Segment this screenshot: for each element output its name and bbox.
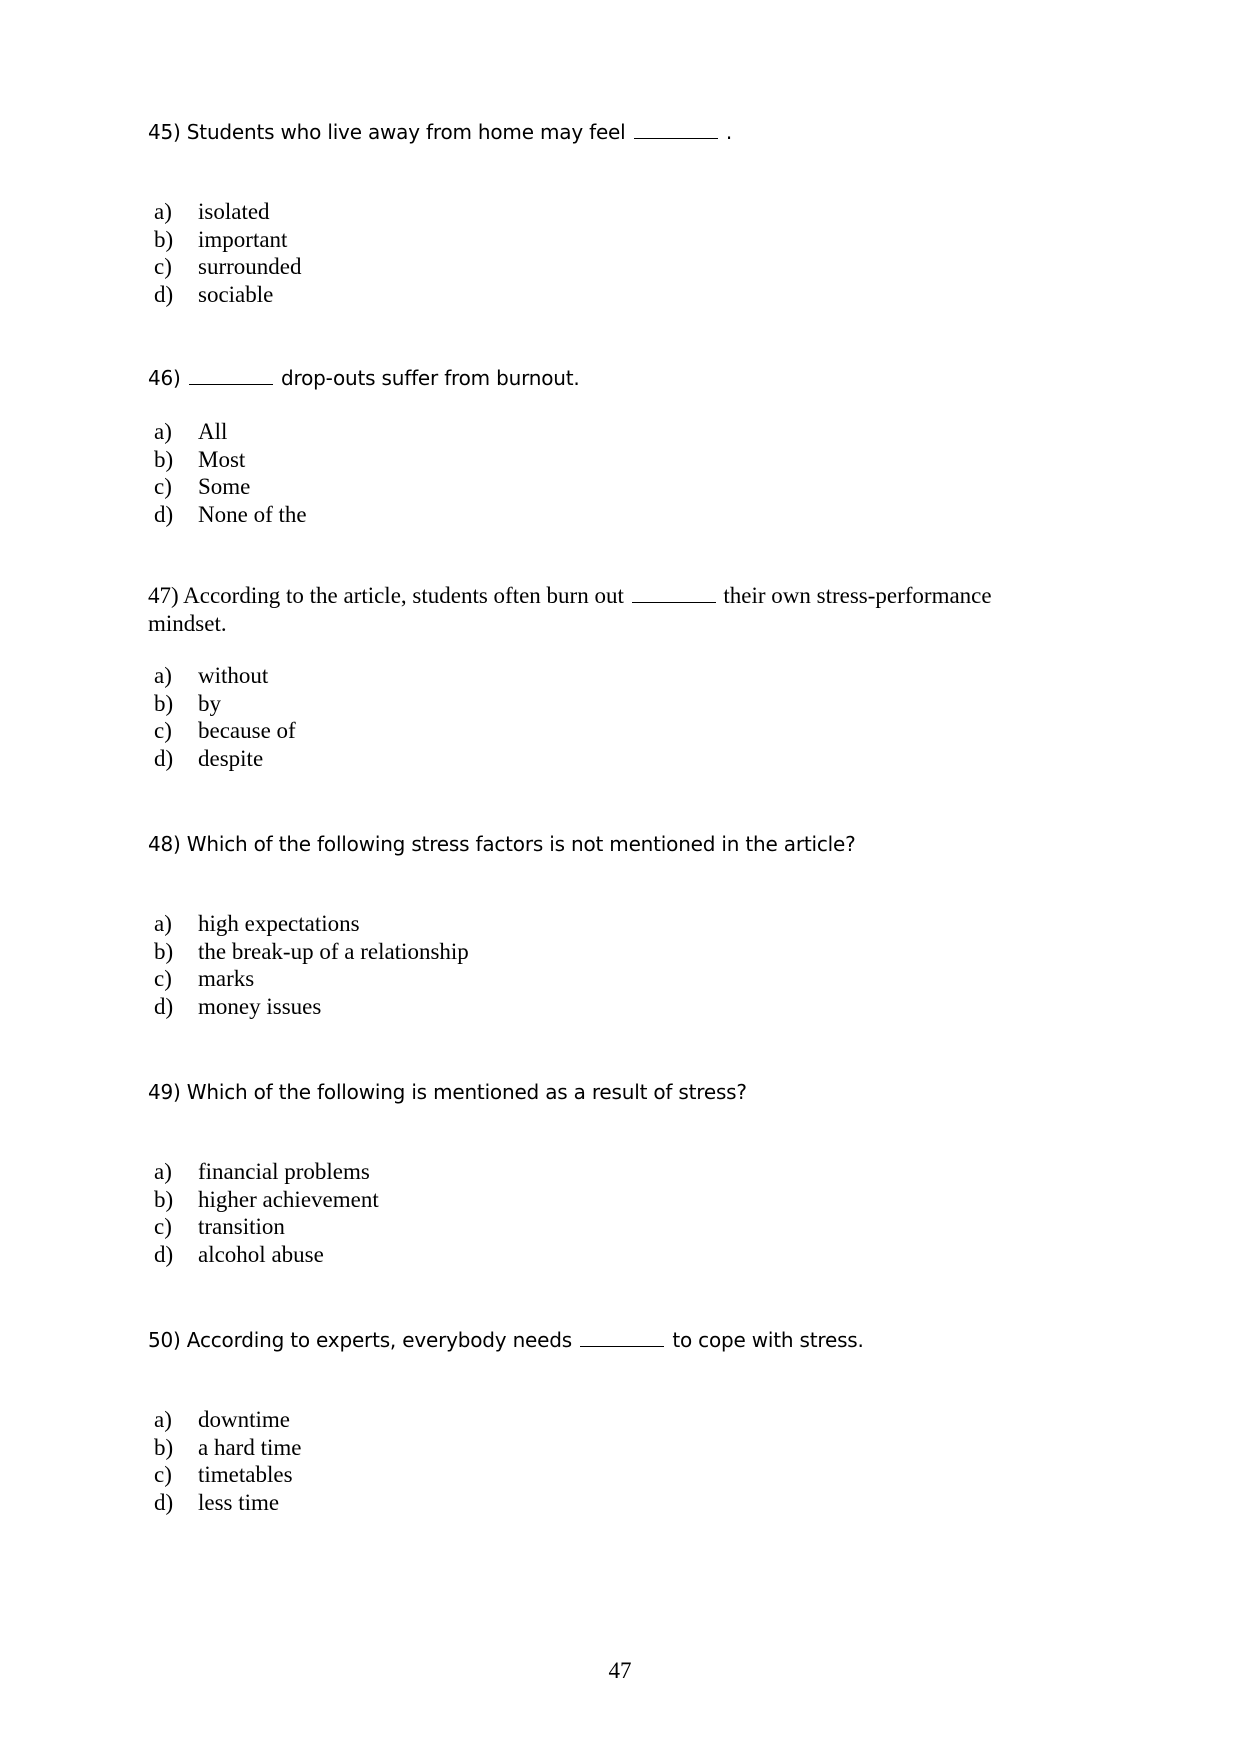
option-text: important xyxy=(198,226,288,252)
option-letter: b) xyxy=(154,1434,174,1460)
question-47 xyxy=(148,582,1028,772)
option-text: isolated xyxy=(198,199,270,224)
option-letter: d) xyxy=(154,501,174,527)
option-text: less time xyxy=(198,1489,280,1515)
option-letter: b) xyxy=(154,938,174,964)
option-letter: d) xyxy=(154,281,174,307)
option-item xyxy=(148,1241,1048,1269)
option-item xyxy=(148,253,1048,281)
option-text: marks xyxy=(198,966,255,992)
option-letter: c) xyxy=(154,718,172,744)
option-text: money issues xyxy=(198,993,322,1019)
option-text: higher achievement xyxy=(198,1186,379,1212)
stem-text: drop-outs suffer from burnout. xyxy=(281,366,580,390)
option-text: without xyxy=(198,663,269,688)
option-text: None of the xyxy=(198,501,307,527)
option-letter: a) xyxy=(154,1407,172,1432)
option-text: by xyxy=(198,690,221,716)
option-letter: a) xyxy=(154,911,172,936)
option-list xyxy=(148,910,1048,1020)
option-list xyxy=(148,1158,1048,1268)
option-list xyxy=(148,198,1048,308)
answer-blank xyxy=(189,366,273,385)
option-item xyxy=(148,910,1048,938)
option-item xyxy=(148,1186,1048,1214)
stem-text: their own stress-performance mindset. xyxy=(148,583,992,636)
question-46 xyxy=(148,364,1048,528)
option-text: sociable xyxy=(198,281,274,307)
option-text: because of xyxy=(198,718,296,744)
option-item xyxy=(148,226,1048,254)
question-stem: 49) Which of the following is mentioned as a result of stress? xyxy=(148,1080,747,1104)
question-stem xyxy=(148,364,1048,392)
option-letter: a) xyxy=(154,1159,172,1184)
option-list xyxy=(148,662,1028,772)
question-50 xyxy=(148,1326,1048,1516)
option-text: the break-up of a relationship xyxy=(198,938,469,964)
question-stem xyxy=(148,582,1028,638)
option-letter: b) xyxy=(154,446,174,472)
option-item xyxy=(148,993,1048,1021)
page-number: 47 xyxy=(608,1658,632,1683)
option-letter: d) xyxy=(154,1241,174,1267)
option-text: Some xyxy=(198,474,251,500)
question-48 xyxy=(148,830,1048,1020)
option-item xyxy=(148,662,1028,690)
option-text: financial problems xyxy=(198,1159,370,1184)
stem-text: to cope with stress. xyxy=(672,1328,864,1352)
option-item xyxy=(148,1158,1048,1186)
stem-text: 45) Students who live away from home may feel xyxy=(148,120,626,144)
option-item xyxy=(148,1434,1048,1462)
option-item xyxy=(148,717,1028,745)
option-item xyxy=(148,501,1048,529)
option-item xyxy=(148,198,1048,226)
question-stem xyxy=(148,1326,1048,1354)
option-item xyxy=(148,1406,1048,1434)
option-item xyxy=(148,281,1048,309)
option-letter: a) xyxy=(154,419,172,444)
answer-blank xyxy=(632,584,716,603)
option-item xyxy=(148,1489,1048,1517)
option-text: transition xyxy=(198,1214,285,1240)
option-item xyxy=(148,690,1028,718)
stem-text: . xyxy=(719,120,733,144)
option-letter: b) xyxy=(154,1186,174,1212)
option-text: downtime xyxy=(198,1407,290,1432)
question-49 xyxy=(148,1078,1048,1268)
stem-text: 46) xyxy=(148,366,181,390)
option-text: despite xyxy=(198,745,264,771)
option-item xyxy=(148,446,1048,474)
option-text: Most xyxy=(198,446,246,472)
option-item xyxy=(148,938,1048,966)
option-letter: c) xyxy=(154,1214,172,1240)
stem-text: 50) According to experts, everybody needs xyxy=(148,1328,572,1352)
option-letter: b) xyxy=(154,690,174,716)
option-text: timetables xyxy=(198,1462,293,1488)
option-text: a hard time xyxy=(198,1434,302,1460)
option-letter: b) xyxy=(154,226,174,252)
option-list xyxy=(148,418,1048,528)
option-letter: a) xyxy=(154,663,172,688)
option-item xyxy=(148,1461,1048,1489)
question-stem xyxy=(148,118,1048,146)
option-letter: c) xyxy=(154,1462,172,1488)
option-text: alcohol abuse xyxy=(198,1241,324,1267)
option-item xyxy=(148,745,1028,773)
option-letter: c) xyxy=(154,966,172,992)
option-text: high expectations xyxy=(198,911,360,936)
option-list xyxy=(148,1406,1048,1516)
option-item xyxy=(148,965,1048,993)
answer-blank xyxy=(634,120,718,139)
option-letter: d) xyxy=(154,993,174,1019)
question-45 xyxy=(148,118,1048,308)
stem-text: 47) According to the article, students often burn out xyxy=(148,583,624,608)
option-text: All xyxy=(198,419,228,444)
option-item xyxy=(148,1213,1048,1241)
option-letter: d) xyxy=(154,1489,174,1515)
option-item xyxy=(148,473,1048,501)
option-letter: a) xyxy=(154,199,172,224)
answer-blank xyxy=(580,1328,664,1347)
option-letter: c) xyxy=(154,254,172,280)
question-stem: 48) Which of the following stress factors is not mentioned in the article? xyxy=(148,832,856,856)
option-text: surrounded xyxy=(198,254,302,280)
option-letter: c) xyxy=(154,474,172,500)
option-letter: d) xyxy=(154,745,174,771)
option-item xyxy=(148,418,1048,446)
